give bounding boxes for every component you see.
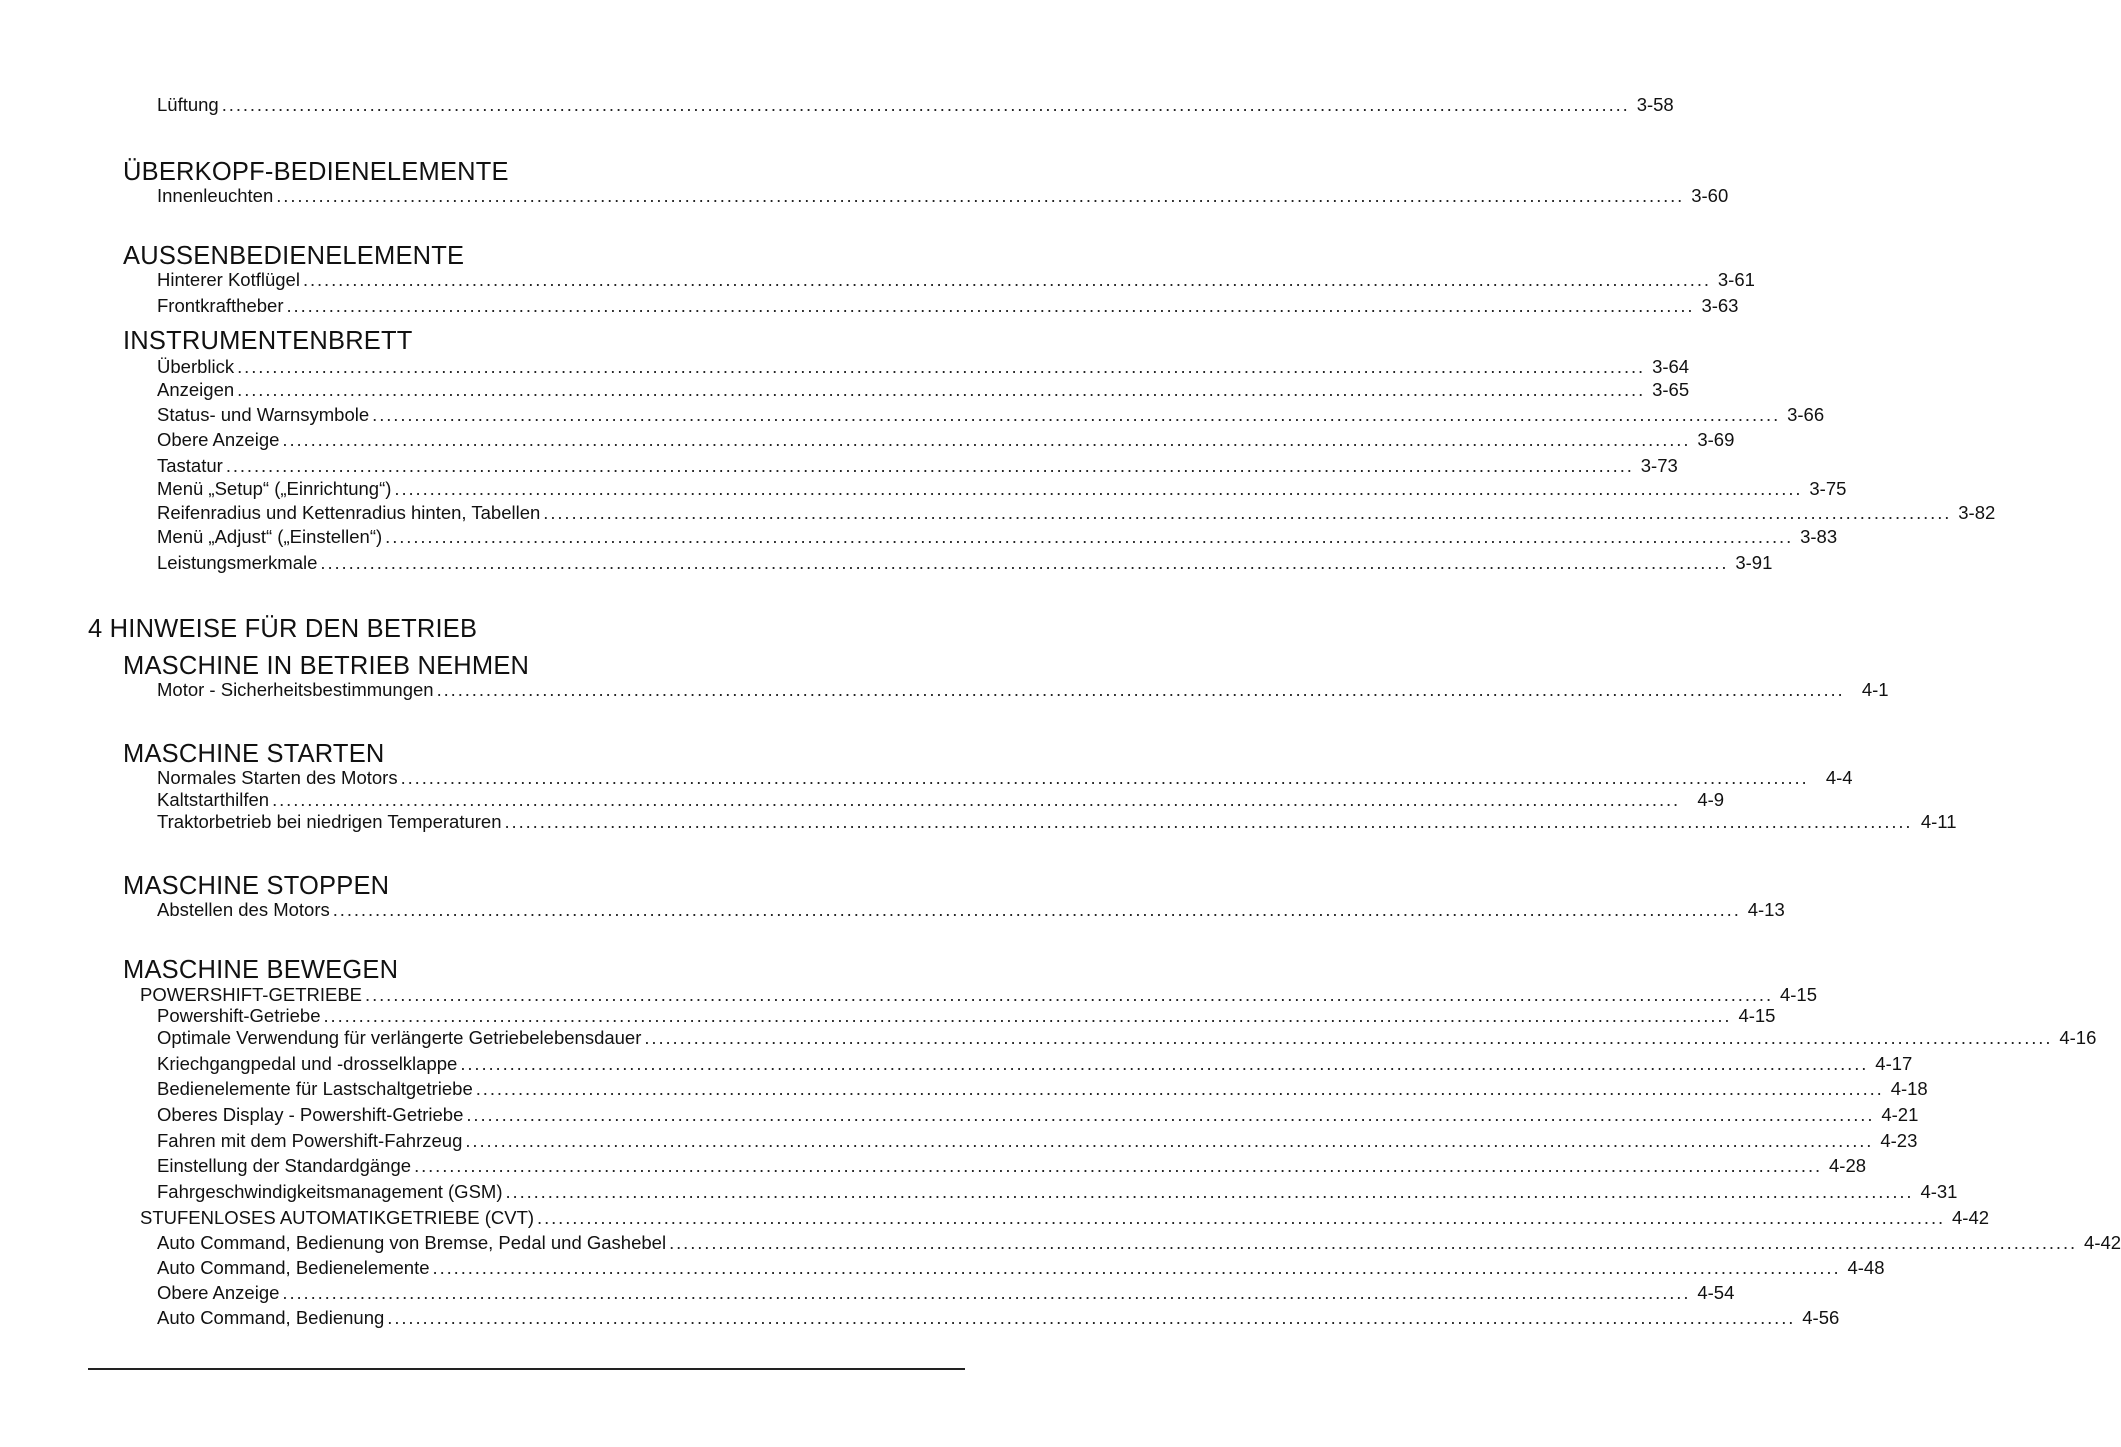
section-heading: INSTRUMENTENBRETT [123, 327, 413, 355]
toc-entry-label: Anzeigen [157, 379, 235, 400]
toc-entry[interactable] [157, 1307, 1840, 1328]
toc-entry-label: Traktorbetrieb bei niedrigen Temperaturen [157, 811, 502, 832]
dot-leader: ........................................................................................................................................................................................................ [387, 1307, 1796, 1328]
toc-entry-label: Auto Command, Bedienelemente [157, 1257, 430, 1278]
toc-entry-page: 4-16 [2059, 1027, 2097, 1048]
toc-entry-page: 3-73 [1640, 455, 1678, 476]
dot-leader: ........................................................................................................................................................................................................ [282, 429, 1691, 450]
toc-entry-page: 3-58 [1636, 94, 1674, 115]
toc-entry-label: Obere Anzeige [157, 429, 280, 450]
toc-entry-page: 3-75 [1809, 478, 1847, 499]
section-heading: AUSSENBEDIENELEMENTE [123, 242, 465, 270]
toc-entry[interactable] [157, 811, 1957, 832]
toc-entry-label: Status- und Warnsymbole [157, 404, 370, 425]
toc-entry[interactable] [157, 269, 1755, 290]
toc-entry[interactable] [157, 1130, 1918, 1151]
dot-leader: ........................................................................................................................................................................................................ [282, 1282, 1691, 1303]
toc-entry-page: 4-21 [1881, 1104, 1919, 1125]
toc-entry-label: Menü „Setup“ („Einrichtung“) [157, 478, 392, 499]
toc-entry[interactable] [157, 1232, 2121, 1253]
dot-leader: ........................................................................................................................................................................................................ [400, 767, 1809, 788]
toc-entry-page: 4-9 [1697, 789, 1725, 810]
toc-entry[interactable] [157, 679, 1889, 700]
dot-leader: ........................................................................................................................................................................................................ [414, 1155, 1823, 1176]
toc-entry-page: 3-63 [1701, 295, 1739, 316]
dot-leader: ........................................................................................................................................................................................................ [385, 526, 1794, 547]
toc-entry-page: 3-82 [1958, 502, 1996, 523]
toc-entry-page: 3-83 [1800, 526, 1838, 547]
toc-entry-label: Fahrgeschwindigkeitsmanagement (GSM) [157, 1181, 503, 1202]
dot-leader: ........................................................................................................................................................................................................ [432, 1257, 1841, 1278]
toc-entry[interactable] [157, 404, 1825, 425]
toc-entry[interactable] [157, 1257, 1885, 1278]
dot-leader: ........................................................................................................................................................................................................ [320, 552, 1729, 573]
toc-entry-page: 4-23 [1880, 1130, 1918, 1151]
toc-entry-page: 4-13 [1747, 899, 1785, 920]
dot-leader: ........................................................................................................................................................................................................ [394, 478, 1803, 499]
toc-entry[interactable] [157, 526, 1838, 547]
dot-leader: ........................................................................................................................................................................................................ [644, 1027, 2053, 1048]
dot-leader: ........................................................................................................................................................................................................ [225, 455, 1634, 476]
toc-entry-page: 4-11 [1920, 811, 1957, 832]
dot-leader: ........................................................................................................................................................................................................ [475, 1078, 1884, 1099]
toc-entry-page: 4-54 [1697, 1282, 1735, 1303]
toc-entry-label: Leistungsmerkmale [157, 552, 318, 573]
toc-entry-page: 4-42 [2084, 1232, 2121, 1253]
toc-entry-page: 4-1 [1861, 679, 1889, 700]
dot-leader: ........................................................................................................................................................................................................ [543, 502, 1952, 523]
footer-rule [88, 1368, 965, 1370]
toc-entry-page: 3-91 [1735, 552, 1773, 573]
toc-entry[interactable] [157, 789, 1725, 810]
dot-leader: ........................................................................................................................................................................................................ [460, 1053, 1869, 1074]
toc-entry[interactable] [157, 356, 1690, 377]
toc-entry[interactable] [157, 502, 1996, 523]
toc-entry-label: Auto Command, Bedienung [157, 1307, 385, 1328]
toc-entry[interactable] [157, 94, 1674, 115]
toc-entry-label: Fahren mit dem Powershift-Fahrzeug [157, 1130, 463, 1151]
chapter-heading: 4 HINWEISE FÜR DEN BETRIEB [88, 615, 478, 643]
dot-leader: ........................................................................................................................................................................................................ [302, 269, 1711, 290]
toc-entry-label: STUFENLOSES AUTOMATIKGETRIEBE (CVT) [140, 1207, 535, 1228]
toc-entry[interactable] [140, 984, 1818, 1005]
dot-leader: ........................................................................................................................................................................................................ [276, 185, 1685, 206]
dot-leader: ........................................................................................................................................................................................................ [372, 404, 1781, 425]
toc-entry-label: Optimale Verwendung für verlängerte Getriebelebensdauer [157, 1027, 642, 1048]
toc-entry[interactable] [157, 1155, 1867, 1176]
toc-entry-page: 4-4 [1825, 767, 1853, 788]
toc-entry-label: Reifenradius und Kettenradius hinten, Tabellen [157, 502, 541, 523]
toc-entry-label: Menü „Adjust“ („Einstellen“) [157, 526, 383, 547]
toc-entry-page: 4-15 [1738, 1005, 1776, 1026]
toc-entry-page: 3-69 [1697, 429, 1735, 450]
toc-entry[interactable] [157, 552, 1773, 573]
toc-entry[interactable] [157, 1053, 1913, 1074]
toc-entry-label: Powershift-Getriebe [157, 1005, 321, 1026]
dot-leader: ........................................................................................................................................................................................................ [669, 1232, 2078, 1253]
dot-leader: ........................................................................................................................................................................................................ [465, 1130, 1874, 1151]
dot-leader: ........................................................................................................................................................................................................ [332, 899, 1741, 920]
section-heading: MASCHINE STARTEN [123, 740, 385, 768]
toc-entry-label: Bedienelemente für Lastschaltgetriebe [157, 1078, 473, 1099]
toc-entry[interactable] [157, 1282, 1735, 1303]
section-heading: MASCHINE IN BETRIEB NEHMEN [123, 652, 530, 680]
toc-entry-label: Einstellung der Standardgänge [157, 1155, 412, 1176]
dot-leader: ........................................................................................................................................................................................................ [505, 1181, 1914, 1202]
toc-entry-label: Kaltstarthilfen [157, 789, 270, 810]
toc-entry[interactable] [157, 1181, 1958, 1202]
dot-leader: ........................................................................................................................................................................................................ [272, 789, 1681, 810]
toc-entry-label: Frontkraftheber [157, 295, 284, 316]
toc-entry-page: 3-66 [1787, 404, 1825, 425]
toc-entry-page: 4-56 [1802, 1307, 1840, 1328]
toc-entry-page: 3-60 [1691, 185, 1729, 206]
toc-entry-page: 4-18 [1890, 1078, 1928, 1099]
dot-leader: ........................................................................................................................................................................................................ [286, 295, 1695, 316]
toc-entry-label: Überblick [157, 356, 235, 377]
toc-entry-label: Normales Starten des Motors [157, 767, 398, 788]
toc-entry-label: Oberes Display - Powershift-Getriebe [157, 1104, 464, 1125]
toc-entry-page: 4-42 [1952, 1207, 1990, 1228]
section-heading: MASCHINE STOPPEN [123, 872, 390, 900]
section-heading: ÜBERKOPF-BEDIENELEMENTE [123, 158, 509, 186]
toc-entry-label: Obere Anzeige [157, 1282, 280, 1303]
dot-leader: ........................................................................................................................................................................................................ [466, 1104, 1875, 1125]
dot-leader: ........................................................................................................................................................................................................ [237, 379, 1646, 400]
toc-entry[interactable] [157, 1078, 1928, 1099]
toc-entry-label: Auto Command, Bedienung von Bremse, Pedal und Gashebel [157, 1232, 667, 1253]
toc-entry[interactable] [157, 1027, 2097, 1048]
dot-leader: ........................................................................................................................................................................................................ [537, 1207, 1946, 1228]
dot-leader: ........................................................................................................................................................................................................ [504, 811, 1913, 832]
dot-leader: ........................................................................................................................................................................................................ [323, 1005, 1732, 1026]
dot-leader: ........................................................................................................................................................................................................ [436, 679, 1845, 700]
toc-entry-label: Tastatur [157, 455, 223, 476]
toc-entry-label: Lüftung [157, 94, 219, 115]
toc-entry[interactable] [157, 899, 1785, 920]
toc-entry-label: Abstellen des Motors [157, 899, 330, 920]
toc-entry-label: Kriechgangpedal und -drosselklappe [157, 1053, 458, 1074]
section-heading: MASCHINE BEWEGEN [123, 956, 399, 984]
toc-entry[interactable] [157, 1005, 1776, 1026]
dot-leader: ........................................................................................................................................................................................................ [237, 356, 1646, 377]
toc-entry[interactable] [157, 429, 1735, 450]
toc-entry[interactable] [157, 767, 1853, 788]
toc-entry-page: 4-31 [1920, 1181, 1958, 1202]
toc-entry-label: Motor - Sicherheitsbestimmungen [157, 679, 434, 700]
toc-entry-label: POWERSHIFT-GETRIEBE [140, 984, 363, 1005]
toc-entry-page: 4-28 [1829, 1155, 1867, 1176]
toc-entry[interactable] [157, 455, 1678, 476]
toc-entry[interactable] [157, 185, 1729, 206]
toc-entry-page: 4-17 [1875, 1053, 1913, 1074]
toc-entry-label: Innenleuchten [157, 185, 274, 206]
dot-leader: ........................................................................................................................................................................................................ [221, 94, 1630, 115]
toc-entry-page: 3-64 [1652, 356, 1690, 377]
toc-entry-page: 4-48 [1847, 1257, 1885, 1278]
toc-entry-page: 3-61 [1717, 269, 1755, 290]
toc-entry[interactable] [140, 1207, 1990, 1228]
toc-entry[interactable] [157, 1104, 1919, 1125]
toc-entry[interactable] [157, 379, 1690, 400]
toc-entry-label: Hinterer Kotflügel [157, 269, 300, 290]
toc-entry-page: 3-65 [1652, 379, 1690, 400]
toc-entry-page: 4-15 [1779, 984, 1818, 1005]
toc-entry[interactable] [157, 295, 1739, 316]
dot-leader: ........................................................................................................................................................................................................ [365, 984, 1774, 1005]
toc-entry[interactable] [157, 478, 1847, 499]
